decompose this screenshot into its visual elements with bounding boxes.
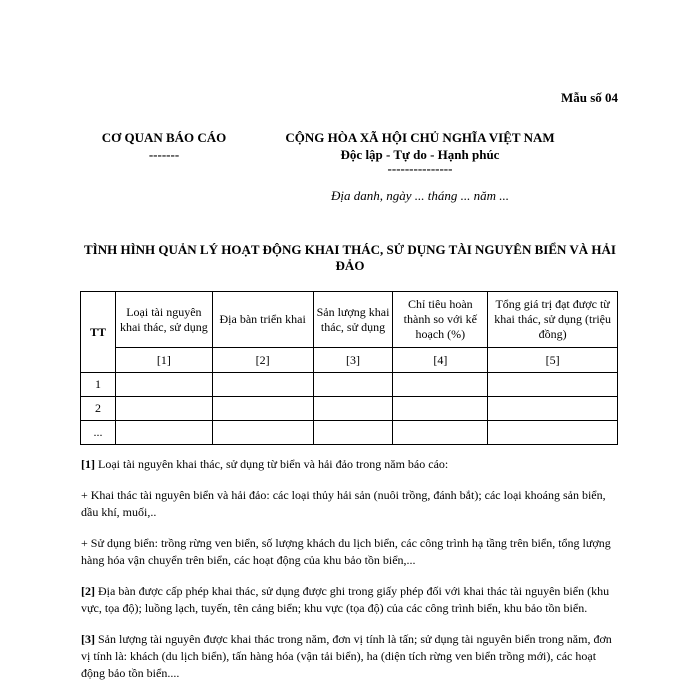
column-number: [1] [115, 348, 212, 373]
table-cell [488, 421, 618, 445]
table-cell [393, 421, 488, 445]
report-table [80, 291, 618, 445]
form-number: Mẫu số 04 [560, 90, 618, 105]
national-header-block [260, 129, 580, 175]
table-cell [488, 373, 618, 397]
table-cell [488, 397, 618, 421]
table-row [81, 421, 618, 445]
place-date-line: Địa danh, ngày ... tháng ... năm ... [330, 188, 510, 203]
note-paragraph [81, 583, 621, 617]
table-cell [313, 397, 393, 421]
table-cell [313, 421, 393, 445]
table-cell [115, 397, 212, 421]
column-number: [5] [488, 348, 618, 373]
table-cell [393, 373, 488, 397]
table-cell [115, 421, 212, 445]
note-text: Địa bàn được cấp phép khai thác, sử dụng được ghi trong giấy phép đối với khai thác tài nguyên biển (khu vực, tọa độ); luồng lạch, tuyến, tên cảng biển; khu vực (tọa độ) của các công trình biển, khu bảo tồn biển. [81, 584, 610, 615]
note-paragraph [81, 631, 621, 682]
explanatory-notes [81, 456, 621, 696]
motto-divider: --------------- [387, 161, 453, 176]
row-number: 2 [81, 397, 116, 421]
column-number: [2] [212, 348, 313, 373]
table-row [81, 397, 618, 421]
table-cell [393, 397, 488, 421]
reporting-agency-block [80, 129, 248, 163]
column-header-target-completion: Chỉ tiêu hoàn thành so với kế hoạch (%) [393, 292, 488, 348]
note-text: Loại tài nguyên khai thác, sử dụng từ biển và hải đảo trong năm báo cáo: [95, 457, 449, 471]
note-marker: [1] [81, 457, 95, 471]
national-motto: Độc lập - Tự do - Hạnh phúc [340, 147, 500, 162]
note-marker: [2] [81, 584, 95, 598]
table-header-row [81, 292, 618, 348]
note-paragraph [81, 456, 621, 473]
reporting-agency: CƠ QUAN BÁO CÁO [101, 130, 227, 145]
document-title: TÌNH HÌNH QUẢN LÝ HOẠT ĐỘNG KHAI THÁC, SỬ DỤNG TÀI NGUYÊN BIỂN VÀ HẢI ĐẢO [84, 242, 616, 273]
table-cell [212, 421, 313, 445]
table-cell [115, 373, 212, 397]
column-header-output: Sản lượng khai thác, sử dụng [313, 292, 393, 348]
column-header-tt: TT [81, 292, 116, 373]
table-cell [212, 373, 313, 397]
column-number: [4] [393, 348, 488, 373]
column-number-row [81, 348, 618, 373]
note-text: Sản lượng tài nguyên được khai thác trong năm, đơn vị tính là tấn; sử dụng tài nguyên biển trong năm, đơn vị tính là: khách (du lịch biển), tấn hàng hóa (vận tải biển), ha (diện tích rừng ven biển trồng mới), các hoạt động bảo tồn biển.... [81, 632, 612, 680]
nation-name: CỘNG HÒA XÃ HỘI CHỦ NGHĨA VIỆT NAM [285, 130, 555, 145]
agency-divider: ------- [148, 147, 180, 162]
row-number: ... [81, 421, 116, 445]
table-row [81, 373, 618, 397]
note-paragraph [81, 535, 621, 569]
column-header-total-value: Tổng giá trị đạt được từ khai thác, sử dụng (triệu đồng) [488, 292, 618, 348]
row-number: 1 [81, 373, 116, 397]
table-cell [313, 373, 393, 397]
column-header-resource-type: Loại tài nguyên khai thác, sử dụng [115, 292, 212, 348]
note-text: + Khai thác tài nguyên biển và hải đảo: các loại thủy hải sản (nuôi trồng, đánh bắt); các loại khoáng sản biển, dầu khí, muối,.. [81, 488, 606, 519]
note-text: + Sử dụng biển: trồng rừng ven biển, số lượng khách du lịch biển, các công trình hạ tầng trên biển, tổng lượng hàng hóa vận chuyển trên biển, các hoạt động của khu bảo tồn biển,... [81, 536, 611, 567]
table-cell [212, 397, 313, 421]
note-paragraph [81, 487, 621, 521]
column-number: [3] [313, 348, 393, 373]
note-marker: [3] [81, 632, 95, 646]
column-header-location: Địa bàn triển khai [212, 292, 313, 348]
